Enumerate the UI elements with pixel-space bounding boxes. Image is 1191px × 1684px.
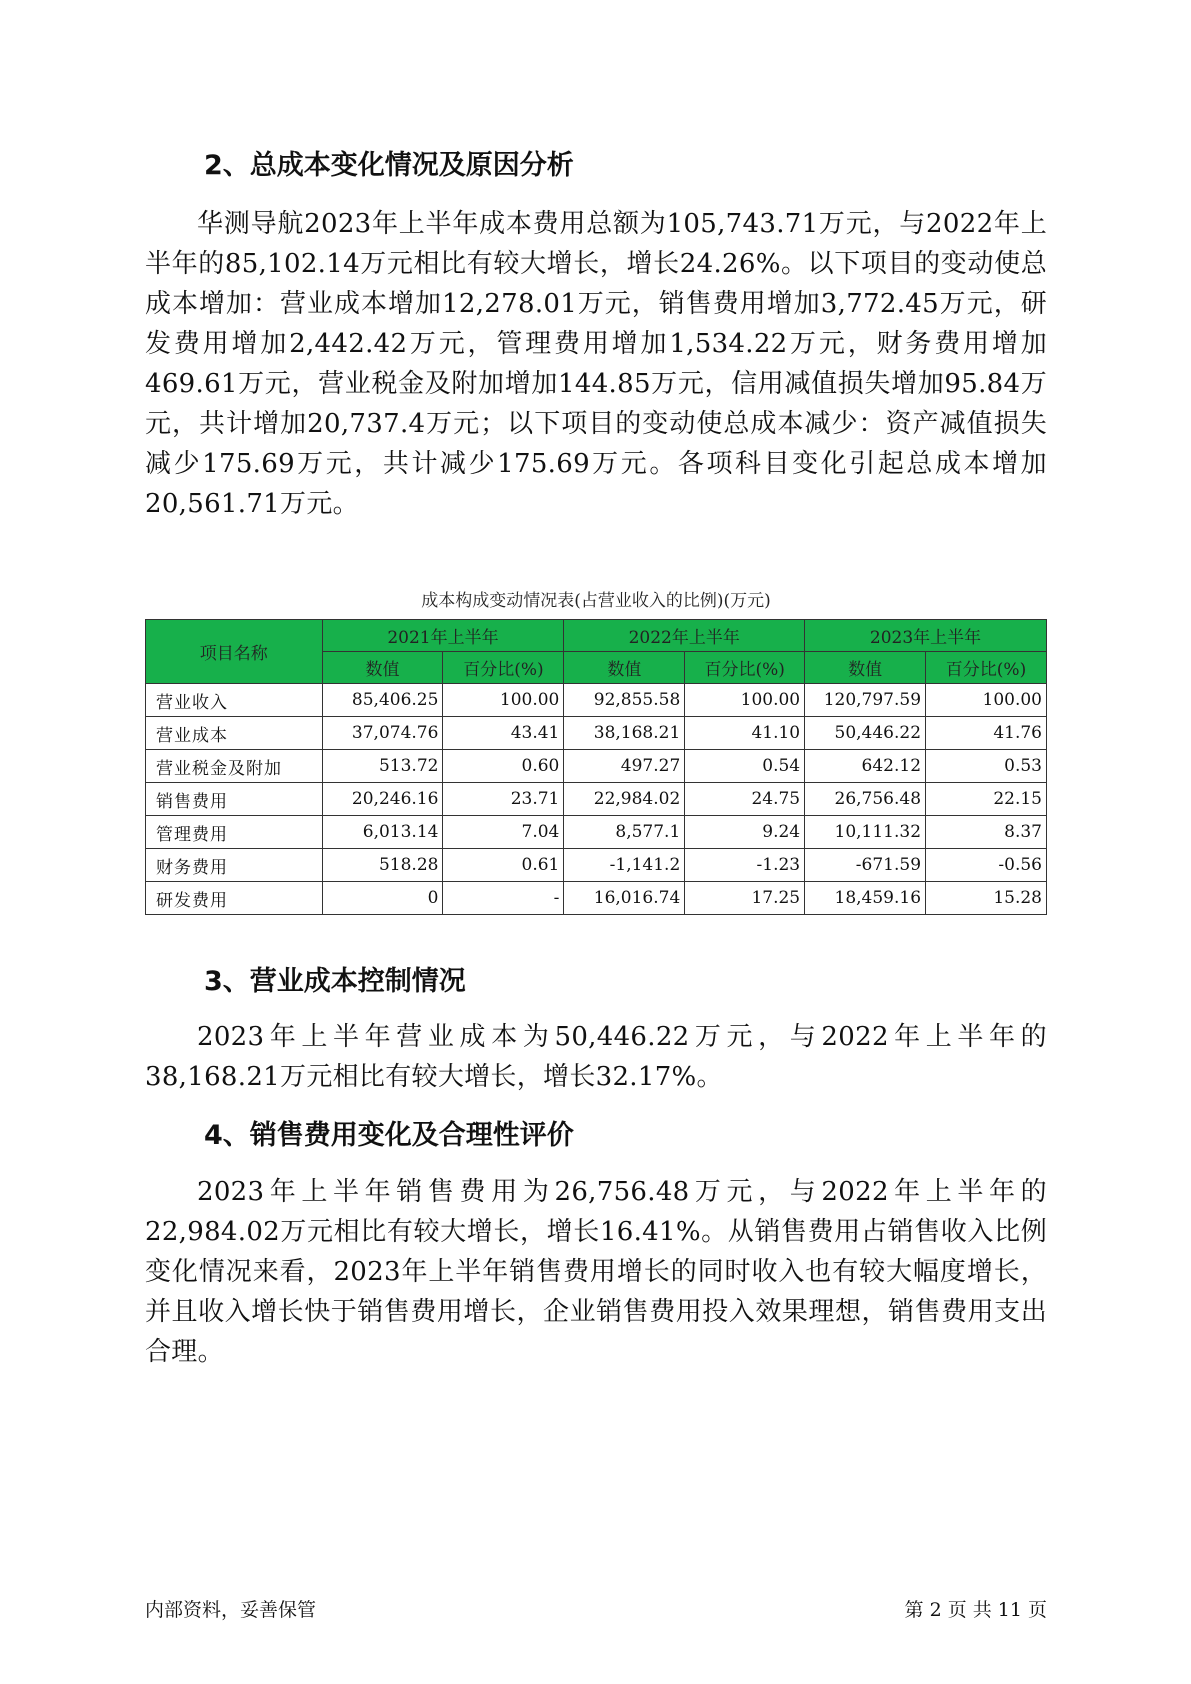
section-heading-sales-expense: 4、销售费用变化及合理性评价 (204, 1120, 574, 1151)
percent-cell: 43.41 (443, 717, 564, 750)
table-row (146, 849, 1047, 882)
percent-cell: 9.24 (685, 816, 805, 849)
percent-header: 百分比(%) (926, 652, 1047, 684)
value-cell: 513.72 (322, 750, 443, 783)
paragraph-operating-cost: 2023年上半年营业成本为50,446.22万元，与2022年上半年的38,168.21万元相比有较大增长，增长32.17%。 (145, 1022, 1047, 1092)
percent-cell: 41.10 (685, 717, 805, 750)
table-row (146, 684, 1047, 717)
percent-cell: - (443, 882, 564, 915)
value-cell: 37,074.76 (322, 717, 443, 750)
value-cell: 518.28 (322, 849, 443, 882)
value-cell: 26,756.48 (805, 783, 926, 816)
period-header: 2021年上半年 (322, 620, 564, 652)
percent-cell: 24.75 (685, 783, 805, 816)
percent-header: 百分比(%) (443, 652, 564, 684)
value-cell: 38,168.21 (564, 717, 685, 750)
row-item-name: 研发费用 (146, 882, 323, 915)
table-body (146, 684, 1047, 915)
percent-cell: 0.60 (443, 750, 564, 783)
percent-cell: 17.25 (685, 882, 805, 915)
section-heading-total-cost: 2、总成本变化情况及原因分析 (204, 150, 574, 181)
percent-cell: 41.76 (926, 717, 1047, 750)
value-cell: -1,141.2 (564, 849, 685, 882)
percent-cell: 7.04 (443, 816, 564, 849)
value-cell: 22,984.02 (564, 783, 685, 816)
paragraph-total-cost: 华测导航2023年上半年成本费用总额为105,743.71万元，与2022年上半年的85,102.14万元相比有较大增长，增长24.26%。以下项目的变动使总成本增加：营业成本增加12,278.01万元，销售费用增加3,772.45万元，研发费用增加2,442.42万元，管理费用增加1,534.22万元，财务费用增加469.61万元，营业税金及附加增加144.85万元，信用减值损失增加95.84万元，共计增加20,737.4万元；以下项目的变动使总成本减少：资产减值损失减少175.69万元，共计减少175.69万元。各项科目变化引起总成本增加20,561.71万元。 (145, 209, 1047, 519)
item-name-header: 项目名称 (146, 620, 323, 684)
value-cell: 0 (322, 882, 443, 915)
value-cell: 18,459.16 (805, 882, 926, 915)
period-header: 2023年上半年 (805, 620, 1047, 652)
section-heading-operating-cost: 3、营业成本控制情况 (204, 966, 466, 997)
table-row (146, 783, 1047, 816)
percent-cell: 100.00 (926, 684, 1047, 717)
percent-cell: 22.15 (926, 783, 1047, 816)
percent-cell: -0.56 (926, 849, 1047, 882)
row-item-name: 营业成本 (146, 717, 323, 750)
percent-cell: 100.00 (443, 684, 564, 717)
value-cell: 10,111.32 (805, 816, 926, 849)
percent-cell: -1.23 (685, 849, 805, 882)
value-cell: 92,855.58 (564, 684, 685, 717)
value-cell: 20,246.16 (322, 783, 443, 816)
table-header-row-periods (146, 620, 1047, 652)
table-row (146, 717, 1047, 750)
row-item-name: 销售费用 (146, 783, 323, 816)
percent-cell: 100.00 (685, 684, 805, 717)
percent-cell: 0.61 (443, 849, 564, 882)
row-item-name: 营业税金及附加 (146, 750, 323, 783)
value-header: 数值 (322, 652, 443, 684)
percent-cell: 8.37 (926, 816, 1047, 849)
value-cell: -671.59 (805, 849, 926, 882)
percent-cell: 23.71 (443, 783, 564, 816)
value-cell: 8,577.1 (564, 816, 685, 849)
percent-cell: 0.53 (926, 750, 1047, 783)
value-header: 数值 (805, 652, 926, 684)
value-cell: 497.27 (564, 750, 685, 783)
table-row (146, 816, 1047, 849)
footer-page-number: 第 2 页 共 11 页 (904, 1599, 1047, 1621)
table-row (146, 882, 1047, 915)
value-cell: 642.12 (805, 750, 926, 783)
footer-confidential-note: 内部资料，妥善保管 (145, 1599, 317, 1621)
table-row (146, 750, 1047, 783)
row-item-name: 管理费用 (146, 816, 323, 849)
value-header: 数值 (564, 652, 685, 684)
percent-cell: 15.28 (926, 882, 1047, 915)
period-header: 2022年上半年 (564, 620, 805, 652)
row-item-name: 营业收入 (146, 684, 323, 717)
row-item-name: 财务费用 (146, 849, 323, 882)
value-cell: 6,013.14 (322, 816, 443, 849)
paragraph-sales-expense: 2023年上半年销售费用为26,756.48万元，与2022年上半年的22,984.02万元相比有较大增长，增长16.41%。从销售费用占销售收入比例变化情况来看，2023年上半年销售费用增长的同时收入也有较大幅度增长，并且收入增长快于销售费用增长，企业销售费用投入效果理想，销售费用支出合理。 (145, 1177, 1047, 1367)
percent-cell: 0.54 (685, 750, 805, 783)
percent-header: 百分比(%) (685, 652, 805, 684)
cost-structure-table (145, 619, 1047, 915)
value-cell: 16,016.74 (564, 882, 685, 915)
value-cell: 85,406.25 (322, 684, 443, 717)
table-caption: 成本构成变动情况表(占营业收入的比例)(万元) (421, 591, 771, 611)
value-cell: 50,446.22 (805, 717, 926, 750)
value-cell: 120,797.59 (805, 684, 926, 717)
